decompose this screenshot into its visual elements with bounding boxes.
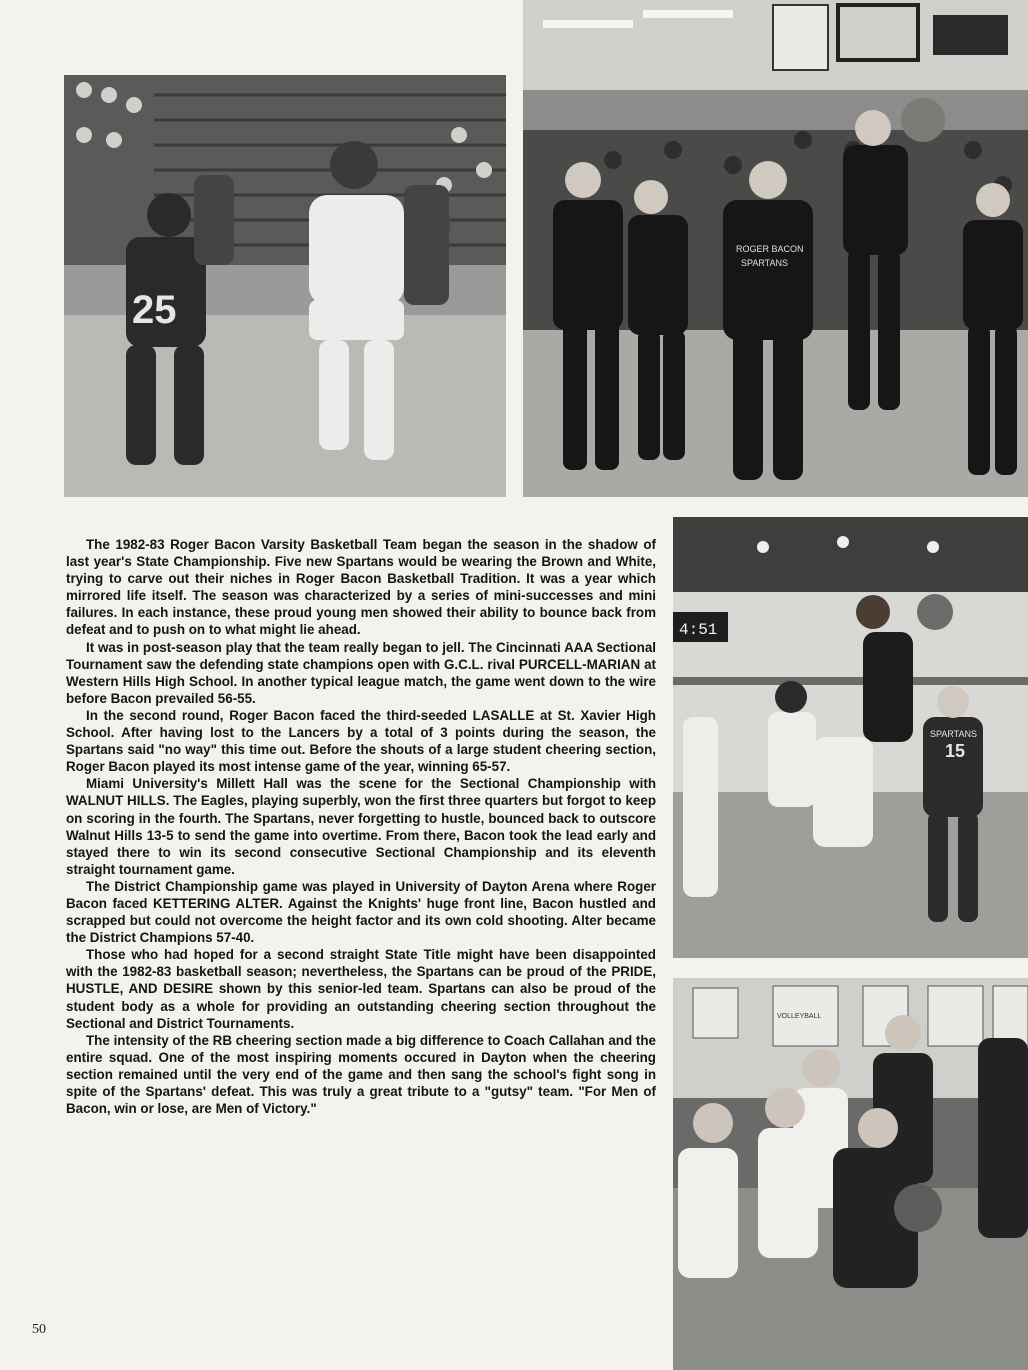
banner-text-volleyball: VOLLEYBALL [777, 1013, 822, 1020]
article-body [66, 536, 656, 1117]
photo-jump-shot [673, 517, 1028, 958]
paragraph-cheering-section: The intensity of the RB cheering section made a big difference to Coach Callahan and the entire squad. One of the most inspiring moments occured in Dayton when the cheering section remained until the very end of the game and then sang the school's fight song in spite of the Spartans' defeat. This was truly a great tribute to a "gutsy" team. "For Men of Bacon, win or lose, are Men of Victory." [66, 1032, 656, 1117]
paragraph-second-round: In the second round, Roger Bacon faced the third-seeded LASALLE at St. Xavier High School. After having lost to the Lancers by a total of 3 points during the season, the Spartans said "no way" this time out. Before the shouts of a large student cheering section, Roger Bacon played its most intense game of the year, winning 65-57. [66, 707, 656, 775]
jersey-number-15: 15 [945, 741, 966, 761]
photo-basketball-layup [64, 75, 506, 497]
jersey-text-spartans: SPARTANS [930, 729, 978, 739]
photo-pregame-warmup [523, 0, 1028, 497]
scoreboard-clock: 4:51 [679, 621, 718, 639]
jacket-text-roger-bacon: ROGER BACON [736, 244, 804, 254]
paragraph-season-reflection: Those who had hoped for a second straight State Title might have been disappointed with the 1982-83 basketball season; nevertheless, the Spartans can be proud of the PRIDE, HUSTLE, AND DESIRE shown by this senior-led team. Spartans can also be proud of the student body as a whole for providing an outstanding cheering section throughout the Sectional and District Tournaments. [66, 947, 656, 1031]
photo-ball-battle [673, 978, 1028, 1370]
jersey-number-25: 25 [132, 288, 177, 332]
paragraph-district-championship: The District Championship game was played in University of Dayton Arena where Roger Bacon faced KETTERING ALTER. Against the Knights' huge front line, Bacon hustled and scrapped but could not overcome the height factor and its own cold shooting. Alter became the District Champions 57-40. [66, 878, 656, 946]
page-number: 50 [32, 1322, 46, 1337]
jacket-text-spartans: SPARTANS [741, 258, 789, 268]
paragraph-sectional-championship: Miami University's Millett Hall was the scene for the Sectional Championship with WALNUT HILLS. The Eagles, playing superbly, won the first three quarters but forgot to keep on scoring in the fourth. The Spartans, never forgetting to hustle, bounced back to outscore Walnut Hills 13-5 to send the game into overtime. From there, Bacon took the lead early and stayed there to win its second consecutive Sectional Championship and its eleventh straight tournament game. [66, 776, 656, 877]
paragraph-intro: The 1982-83 Roger Bacon Varsity Basketball Team began the season in the shadow of last year's State Championship. Five new Spartans would be wearing the Brown and White, trying to carve out their niches in Roger Bacon Basketball Tradition. It was a year which mirrored life itself. The season was characterized by a series of mini-successes and mini failures. In each instance, these proud young men showed their ability to bounce back from defeat and to push on to what might lie ahead. [66, 537, 656, 638]
paragraph-post-season: It was in post-season play that the team really began to jell. The Cincinnati AAA Sectional Tournament saw the defending state champions open with G.C.L. rival PURCELL-MARIAN at Western Hills High School. In another typical league match, the game went down to the wire before Bacon prevailed 56-55. [66, 639, 656, 706]
